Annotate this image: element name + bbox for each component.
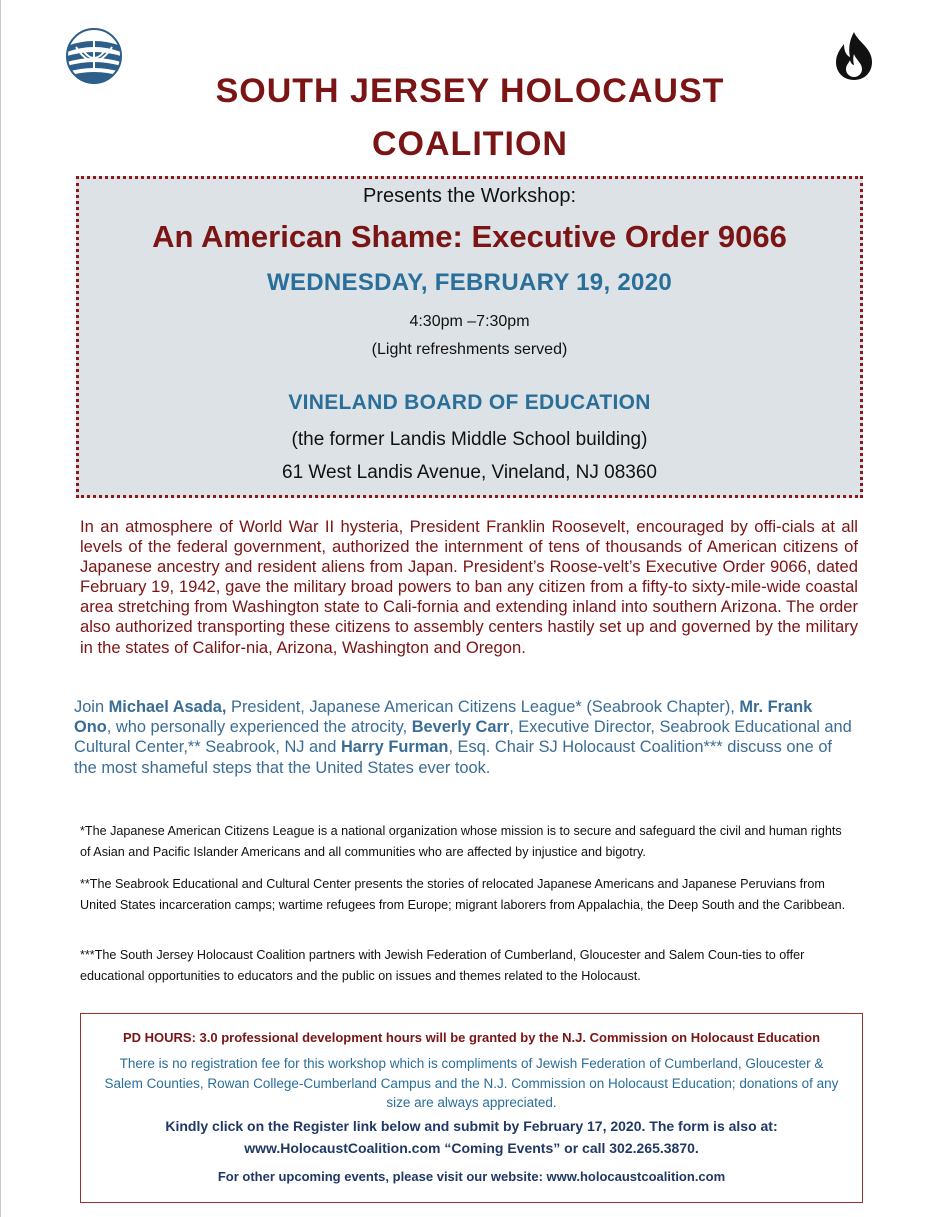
- footnote-sjhc: ***The South Jersey Holocaust Coalition partners with Jewish Federation of Cumberland, Gloucester and Salem Coun-ties to offer educational opportunities to educators and the public on issues and themes related to the Holocaust.: [80, 948, 805, 983]
- event-date: WEDNESDAY, FEBRUARY 19, 2020: [267, 269, 672, 296]
- speaker-name: Harry Furman: [340, 738, 449, 757]
- speaker-name: Mr. Frank Ono: [74, 698, 813, 737]
- pd-hours-text: PD HOURS: 3.0 professional development hours will be granted by the N.J. Commission on Holocaust Education: [122, 1030, 821, 1045]
- venue-subtitle: (the former Landis Middle School building): [291, 429, 648, 450]
- coalition-title-line1: SOUTH JERSEY HOLOCAUST: [215, 72, 725, 110]
- speaker-role: President, Japanese American Citizens League* (Seabrook Chapter),: [226, 698, 740, 716]
- speaker-name: Michael Asada,: [108, 698, 227, 716]
- other-events-link[interactable]: For other upcoming events, please visit our website: www.holocaustcoalition.com: [217, 1169, 726, 1184]
- registration-fee-text: There is no registration fee for this workshop which is compliments of Jewish Federation of Cumberland, Gloucester & Salem Counties, Rowan College-Cumberland Campus and the N.J. Commission on Holocaust Education; donations of any size are always appreciated.: [104, 1056, 839, 1111]
- speaker-role: , who personally experienced the atrocity,: [106, 718, 412, 737]
- workshop-title: An American Shame: Executive Order 9066: [152, 219, 787, 254]
- speaker-role: , Executive Director, Seabrook Educational and Cultural Center,** Seabrook, NJ and: [74, 718, 852, 757]
- speakers-paragraph: [74, 697, 854, 778]
- join-text: Join: [74, 698, 109, 716]
- flame-icon: [828, 30, 880, 82]
- register-instructions: [81, 1116, 862, 1159]
- page-edge: [0, 0, 1, 1217]
- refreshments-note: (Light refreshments served): [371, 341, 568, 358]
- venue-address: 61 West Landis Avenue, Vineland, NJ 08360: [282, 462, 657, 483]
- menorah-logo-icon: [62, 27, 126, 85]
- event-time: 4:30pm –7:30pm: [409, 313, 530, 330]
- footnote-jacl: *The Japanese American Citizens League is a national organization whose mission is to secure and safeguard the civil and human rights of Asian and Pacific Islander Americans and all communities who are affected by injustice and bigotry.: [80, 824, 842, 859]
- register-link[interactable]: www.HolocaustCoalition.com “Coming Events” or call 302.265.3870.: [244, 1139, 699, 1156]
- coalition-title-line2: COALITION: [372, 125, 568, 163]
- footnote-seabrook: **The Seabrook Educational and Cultural Center presents the stories of relocated Japanese Americans and Japanese Peruvians from United States incarceration camps; wartime refugees from Europe; migrant laborers from Appalachia, the Deep South and the Caribbean.: [80, 877, 846, 912]
- speaker-name: Beverly Carr: [411, 718, 510, 737]
- register-line1: Kindly click on the Register link below and submit by February 17, 2020. The form is also at:: [165, 1118, 778, 1134]
- description-paragraph: In an atmosphere of World War II hysteria, President Franklin Roosevelt, encouraged by offi-cials at all levels of the federal government, authorized the internment of tens of thousands of American citizens of Japanese ancestry and resident aliens from Japan. President’s Roose-velt’s Executive Order 9066, dated February 19, 1942, gave the military broad powers to ban any citizen from a fifty-to sixty-mile-wide coastal area stretching from Washington state to Cali-fornia and extending inland into southern Arizona. The order also authorized transporting these citizens to assembly centers hastily set up and governed by the military in the states of Califor-nia, Arizona, Washington and Oregon.: [80, 517, 858, 657]
- speaker-role: , Esq. Chair SJ Holocaust Coalition*** discuss one of the most shameful steps that the United States ever took.: [74, 738, 832, 777]
- presents-label: Presents the Workshop:: [362, 185, 577, 207]
- event-info-box: [76, 176, 863, 498]
- venue-name: VINELAND BOARD OF EDUCATION: [288, 391, 651, 414]
- pd-info-box: [80, 1013, 863, 1203]
